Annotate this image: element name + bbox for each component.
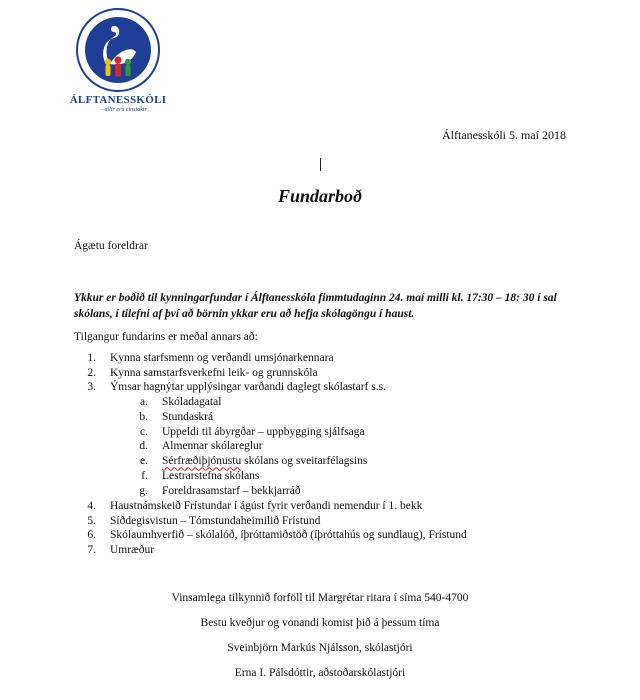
item-letter: a. (140, 395, 148, 408)
item-letter: d. (139, 440, 148, 453)
text-cursor (320, 158, 321, 171)
school-logo (62, 6, 174, 116)
item-text: Kynna samstarfsverkefni leik- og grunnskóla (110, 366, 318, 379)
item-number: 3. (87, 381, 96, 394)
letter-date: Álftanesskóli 5. maí 2018 (442, 128, 566, 142)
purpose-text: Tilgangur fundarins er meðal annars að: (74, 331, 258, 343)
signature-principal: Sveinbjörn Markús Njálsson, skólastjóri (227, 642, 413, 654)
list-item (74, 514, 467, 529)
swan-emblem-icon (70, 6, 166, 96)
item-text: Foreldrasamstarf – bekkjarráð (162, 485, 301, 498)
greeting: Ágætu foreldrar (74, 240, 148, 252)
invitation-text: Ykkur er boðið til kynningarfundar í Álftanesskóla fimmtudaginn 24. maí milli kl. 17:30 – 18: 30 í sal skólans, í tilefni af því að börnin ykkar eru að hefja skólagöngu í haust. (74, 292, 557, 320)
item-letter: e. (140, 455, 148, 468)
item-text: Uppeldi til ábyrgðar – uppbygging sjálfsaga (162, 425, 365, 438)
signature-assistant-principal: Erna I. Pálsdóttir, aðstoðarskólastjóri (234, 667, 406, 679)
item-text: Stundaskrá (162, 410, 214, 423)
item-letter: g. (139, 485, 148, 498)
list-item (74, 351, 467, 366)
sub-list-item (74, 425, 467, 440)
item-text: Síðdegisvistun – Tómstundaheimilið Frístund (110, 514, 321, 527)
item-number: 2. (87, 366, 96, 379)
item-text: Almennar skólareglur (162, 440, 263, 453)
list-item (74, 380, 467, 395)
list-item (74, 366, 467, 381)
item-text: Skólaumhverfið – skólalóð, íþróttamiðstöð (íþróttahús og sundlaug), Frístund (110, 529, 467, 542)
item-letter: f. (141, 470, 148, 483)
list-item (74, 528, 467, 543)
item-text: skólans og sveitarfélagsins (241, 455, 368, 468)
agenda-list (74, 351, 467, 557)
list-item (74, 543, 467, 558)
item-letter: c. (140, 425, 148, 438)
item-text: Ýmsar hagnýtar upplýsingar varðandi daglegt skólastarf s.s. (110, 381, 386, 394)
school-tagline: – allir eru einstakir (100, 107, 147, 113)
item-letter: b. (139, 410, 148, 423)
item-text: Lestrarstefna skólans (162, 470, 260, 483)
misspelled-word[interactable]: Sérfræðiþjónustu (162, 455, 242, 468)
absence-notice: Vinsamlega tilkynnið forföll til Margrétar ritara í síma 540-4700 (171, 592, 469, 604)
item-number: 5. (87, 514, 96, 527)
item-text: Kynna starfsmenn og verðandi umsjónarkennara (110, 352, 334, 364)
page-title: Fundarboð (277, 186, 363, 206)
sub-list-item (74, 410, 467, 425)
item-text: Skóladagatal (162, 395, 222, 408)
item-number: 6. (87, 529, 96, 542)
item-text: Umræður (110, 543, 155, 556)
school-name: ÁLFTANESSKÓLI (69, 94, 167, 106)
sub-list-item (74, 439, 467, 454)
list-item (74, 499, 467, 514)
item-text: Haustnámskeið Frístundar í ágúst fyrir verðandi nemendur í 1. bekk (110, 500, 423, 513)
item-number: 1. (87, 352, 96, 364)
item-number: 4. (87, 500, 96, 513)
closing-line: Bestu kveðjur og vonandi komist þið á þessum tíma (200, 617, 440, 629)
sub-list-item (74, 469, 467, 484)
sub-list-item (74, 454, 467, 469)
sub-list-item (74, 484, 467, 499)
sub-list-item (74, 395, 467, 410)
item-number: 7. (87, 543, 96, 556)
